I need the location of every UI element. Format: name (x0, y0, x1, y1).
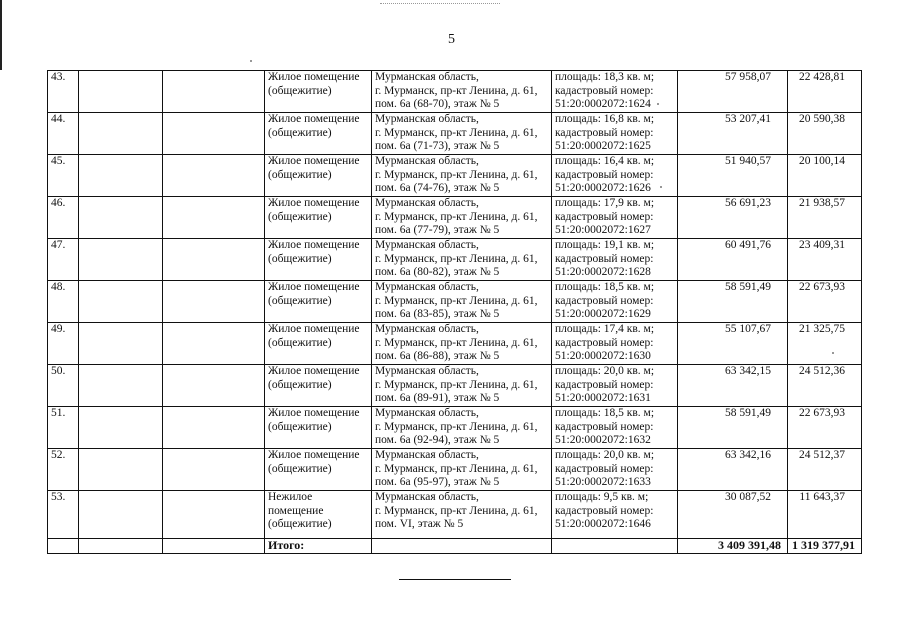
details-line: площадь: 20,0 кв. м; (555, 365, 655, 377)
details-line: 51:20:0002072:1631 (555, 392, 651, 404)
details-line: площадь: 18,5 кв. м; (555, 281, 655, 293)
property-type-cell (265, 365, 372, 407)
property-table (47, 70, 862, 554)
address-line: Мурманская область, (375, 281, 479, 293)
address-cell (372, 365, 552, 407)
details-line: площадь: 17,4 кв. м; (555, 323, 655, 335)
row-number-cell: 45. (48, 155, 79, 197)
empty-cell (163, 407, 265, 449)
details-line: кадастровый номер: (555, 462, 654, 475)
details-line: кадастровый номер: (555, 420, 654, 433)
table-row (48, 197, 862, 239)
address-line: г. Мурманск, пр-кт Ленина, д. 61, (375, 420, 538, 433)
empty-cell (163, 71, 265, 113)
value-2-cell: 23 409,31 (788, 239, 862, 281)
property-type-line: Жилое помещение (268, 239, 360, 251)
empty-cell (552, 539, 678, 554)
value-2-cell: 22 428,81 (788, 71, 862, 113)
value-1-cell: 60 491,76 (678, 239, 788, 281)
details-line: кадастровый номер: (555, 336, 654, 349)
value-2-cell: 22 673,93 (788, 407, 862, 449)
value-2-cell: 24 512,36 (788, 365, 862, 407)
address-line: Мурманская область, (375, 197, 479, 209)
value-2-cell: 20 100,14 (788, 155, 862, 197)
empty-cell (79, 323, 163, 365)
address-line: Мурманская область, (375, 239, 479, 251)
details-cell (552, 71, 678, 113)
details-line: кадастровый номер: (555, 126, 654, 139)
total-row (48, 539, 862, 554)
property-type-line: (общежитие) (268, 210, 332, 223)
empty-cell (163, 239, 265, 281)
row-number-cell: 43. (48, 71, 79, 113)
property-type-cell (265, 281, 372, 323)
property-type-line: Нежилое (268, 491, 313, 503)
empty-cell (79, 491, 163, 539)
details-line: кадастровый номер: (555, 252, 654, 265)
property-type-cell (265, 407, 372, 449)
details-cell (552, 197, 678, 239)
row-number-cell: 44. (48, 113, 79, 155)
address-line: пом. 6а (89-91), этаж № 5 (375, 392, 500, 404)
page-left-edge (0, 0, 2, 70)
details-line: площадь: 18,3 кв. м; (555, 71, 655, 83)
details-line: кадастровый номер: (555, 504, 654, 517)
address-line: пом. 6а (86-88), этаж № 5 (375, 350, 500, 362)
property-type-line: (общежитие) (268, 168, 332, 181)
value-1-cell: 63 342,16 (678, 449, 788, 491)
details-cell (552, 365, 678, 407)
address-line: г. Мурманск, пр-кт Ленина, д. 61, (375, 504, 538, 517)
property-type-cell (265, 71, 372, 113)
table-row (48, 281, 862, 323)
empty-cell (79, 71, 163, 113)
empty-cell (372, 539, 552, 554)
address-cell (372, 197, 552, 239)
property-type-line: Жилое помещение (268, 323, 360, 335)
address-line: г. Мурманск, пр-кт Ленина, д. 61, (375, 84, 538, 97)
address-line: г. Мурманск, пр-кт Ленина, д. 61, (375, 462, 538, 475)
details-line: площадь: 17,9 кв. м; (555, 197, 655, 209)
details-line: кадастровый номер: (555, 294, 654, 307)
details-cell (552, 407, 678, 449)
property-type-line: (общежитие) (268, 126, 332, 139)
row-number-cell: 50. (48, 365, 79, 407)
details-line: площадь: 19,1 кв. м; (555, 239, 655, 251)
address-line: пом. 6а (80-82), этаж № 5 (375, 266, 500, 278)
property-type-cell (265, 239, 372, 281)
empty-cell (48, 539, 79, 554)
details-cell (552, 491, 678, 539)
address-line: г. Мурманск, пр-кт Ленина, д. 61, (375, 210, 538, 223)
property-type-line: Жилое помещение (268, 113, 360, 125)
empty-cell (163, 491, 265, 539)
empty-cell (79, 365, 163, 407)
scan-speck (250, 60, 252, 62)
empty-cell (79, 281, 163, 323)
address-line: г. Мурманск, пр-кт Ленина, д. 61, (375, 294, 538, 307)
address-line: Мурманская область, (375, 407, 479, 419)
row-number-cell: 47. (48, 239, 79, 281)
details-cell (552, 113, 678, 155)
details-line: 51:20:0002072:1632 (555, 434, 651, 446)
address-line: пом. 6а (92-94), этаж № 5 (375, 434, 500, 446)
property-type-line: Жилое помещение (268, 365, 360, 377)
details-cell (552, 281, 678, 323)
value-1-cell: 57 958,07 (678, 71, 788, 113)
property-type-line: (общежитие) (268, 378, 332, 391)
top-scan-artifact (380, 0, 500, 4)
empty-cell (163, 281, 265, 323)
total-value-1: 3 409 391,48 (678, 539, 788, 554)
address-line: пом. VI, этаж № 5 (375, 518, 464, 530)
details-line: 51:20:0002072:1629 (555, 308, 651, 320)
total-value-2: 1 319 377,91 (788, 539, 862, 554)
table-body (48, 71, 862, 554)
empty-cell (79, 449, 163, 491)
empty-cell (79, 407, 163, 449)
table-row (48, 323, 862, 365)
property-type-line: Жилое помещение (268, 449, 360, 461)
property-type-cell (265, 323, 372, 365)
empty-cell (163, 155, 265, 197)
address-cell (372, 449, 552, 491)
table-row (48, 365, 862, 407)
address-cell (372, 155, 552, 197)
value-2-cell: 21 325,75 (788, 323, 862, 365)
address-line: пом. 6а (95-97), этаж № 5 (375, 476, 500, 488)
property-type-cell (265, 491, 372, 539)
property-type-line: Жилое помещение (268, 281, 360, 293)
table-row (48, 71, 862, 113)
details-line: 51:20:0002072:1624 (555, 98, 651, 110)
details-line: 51:20:0002072:1625 (555, 140, 651, 152)
row-number-cell: 46. (48, 197, 79, 239)
address-line: пом. 6а (71-73), этаж № 5 (375, 140, 500, 152)
address-line: Мурманская область, (375, 491, 479, 503)
address-line: Мурманская область, (375, 113, 479, 125)
address-cell (372, 491, 552, 539)
empty-cell (79, 539, 163, 554)
address-line: пом. 6а (83-85), этаж № 5 (375, 308, 500, 320)
value-1-cell: 51 940,57 (678, 155, 788, 197)
details-line: кадастровый номер: (555, 168, 654, 181)
property-type-line: (общежитие) (268, 420, 332, 433)
property-type-line: (общежитие) (268, 84, 332, 97)
total-label: Итого: (265, 539, 372, 554)
property-type-cell (265, 449, 372, 491)
table-row (48, 407, 862, 449)
value-1-cell: 58 591,49 (678, 407, 788, 449)
details-cell (552, 449, 678, 491)
address-line: пом. 6а (77-79), этаж № 5 (375, 224, 500, 236)
empty-cell (163, 197, 265, 239)
page-number: 5 (448, 32, 455, 47)
table-row (48, 239, 862, 281)
address-cell (372, 71, 552, 113)
address-line: Мурманская область, (375, 323, 479, 335)
address-line: пом. 6а (74-76), этаж № 5 (375, 182, 500, 194)
empty-cell (163, 365, 265, 407)
address-line: Мурманская область, (375, 155, 479, 167)
property-type-line: (общежитие) (268, 294, 332, 307)
details-cell (552, 239, 678, 281)
table-row (48, 449, 862, 491)
details-line: площадь: 9,5 кв. м; (555, 491, 649, 503)
address-cell (372, 239, 552, 281)
footer-rule (399, 579, 511, 580)
property-type-line: Жилое помещение (268, 407, 360, 419)
address-line: Мурманская область, (375, 365, 479, 377)
address-line: г. Мурманск, пр-кт Ленина, д. 61, (375, 252, 538, 265)
value-1-cell: 30 087,52 (678, 491, 788, 539)
value-1-cell: 56 691,23 (678, 197, 788, 239)
row-number-cell: 53. (48, 491, 79, 539)
details-cell (552, 323, 678, 365)
details-line: площадь: 20,0 кв. м; (555, 449, 655, 461)
details-line: площадь: 18,5 кв. м; (555, 407, 655, 419)
property-type-line: Жилое помещение (268, 197, 360, 209)
details-line: 51:20:0002072:1646 (555, 518, 651, 530)
table-row (48, 491, 862, 539)
details-line: 51:20:0002072:1633 (555, 476, 651, 488)
details-line: 51:20:0002072:1626 (555, 182, 651, 194)
property-type-line: Жилое помещение (268, 71, 360, 83)
table-row (48, 113, 862, 155)
empty-cell (163, 539, 265, 554)
value-2-cell: 11 643,37 (788, 491, 862, 539)
address-cell (372, 323, 552, 365)
address-cell (372, 281, 552, 323)
details-line: кадастровый номер: (555, 378, 654, 391)
address-line: Мурманская область, (375, 71, 479, 83)
empty-cell (79, 239, 163, 281)
details-line: площадь: 16,8 кв. м; (555, 113, 655, 125)
value-1-cell: 53 207,41 (678, 113, 788, 155)
empty-cell (79, 197, 163, 239)
address-line: Мурманская область, (375, 449, 479, 461)
row-number-cell: 49. (48, 323, 79, 365)
value-1-cell: 63 342,15 (678, 365, 788, 407)
property-type-line: помещение (268, 504, 324, 517)
details-line: площадь: 16,4 кв. м; (555, 155, 655, 167)
value-2-cell: 20 590,38 (788, 113, 862, 155)
empty-cell (79, 113, 163, 155)
address-cell (372, 407, 552, 449)
empty-cell (163, 323, 265, 365)
property-type-line: (общежитие) (268, 336, 332, 349)
details-line: кадастровый номер: (555, 210, 654, 223)
details-line: кадастровый номер: (555, 84, 654, 97)
address-line: г. Мурманск, пр-кт Ленина, д. 61, (375, 336, 538, 349)
details-line: 51:20:0002072:1628 (555, 266, 651, 278)
row-number-cell: 52. (48, 449, 79, 491)
details-line: 51:20:0002072:1627 (555, 224, 651, 236)
row-number-cell: 48. (48, 281, 79, 323)
property-type-line: Жилое помещение (268, 155, 360, 167)
address-line: г. Мурманск, пр-кт Ленина, д. 61, (375, 378, 538, 391)
address-line: г. Мурманск, пр-кт Ленина, д. 61, (375, 126, 538, 139)
value-1-cell: 58 591,49 (678, 281, 788, 323)
details-line: 51:20:0002072:1630 (555, 350, 651, 362)
property-type-cell (265, 155, 372, 197)
empty-cell (79, 155, 163, 197)
address-line: пом. 6а (68-70), этаж № 5 (375, 98, 500, 110)
empty-cell (163, 449, 265, 491)
property-type-cell (265, 113, 372, 155)
value-1-cell: 55 107,67 (678, 323, 788, 365)
value-2-cell: 21 938,57 (788, 197, 862, 239)
row-number-cell: 51. (48, 407, 79, 449)
property-type-line: (общежитие) (268, 518, 332, 530)
value-2-cell: 22 673,93 (788, 281, 862, 323)
property-type-line: (общежитие) (268, 252, 332, 265)
property-type-cell (265, 197, 372, 239)
details-cell (552, 155, 678, 197)
value-2-cell: 24 512,37 (788, 449, 862, 491)
table-row (48, 155, 862, 197)
address-cell (372, 113, 552, 155)
address-line: г. Мурманск, пр-кт Ленина, д. 61, (375, 168, 538, 181)
property-type-line: (общежитие) (268, 462, 332, 475)
empty-cell (163, 113, 265, 155)
